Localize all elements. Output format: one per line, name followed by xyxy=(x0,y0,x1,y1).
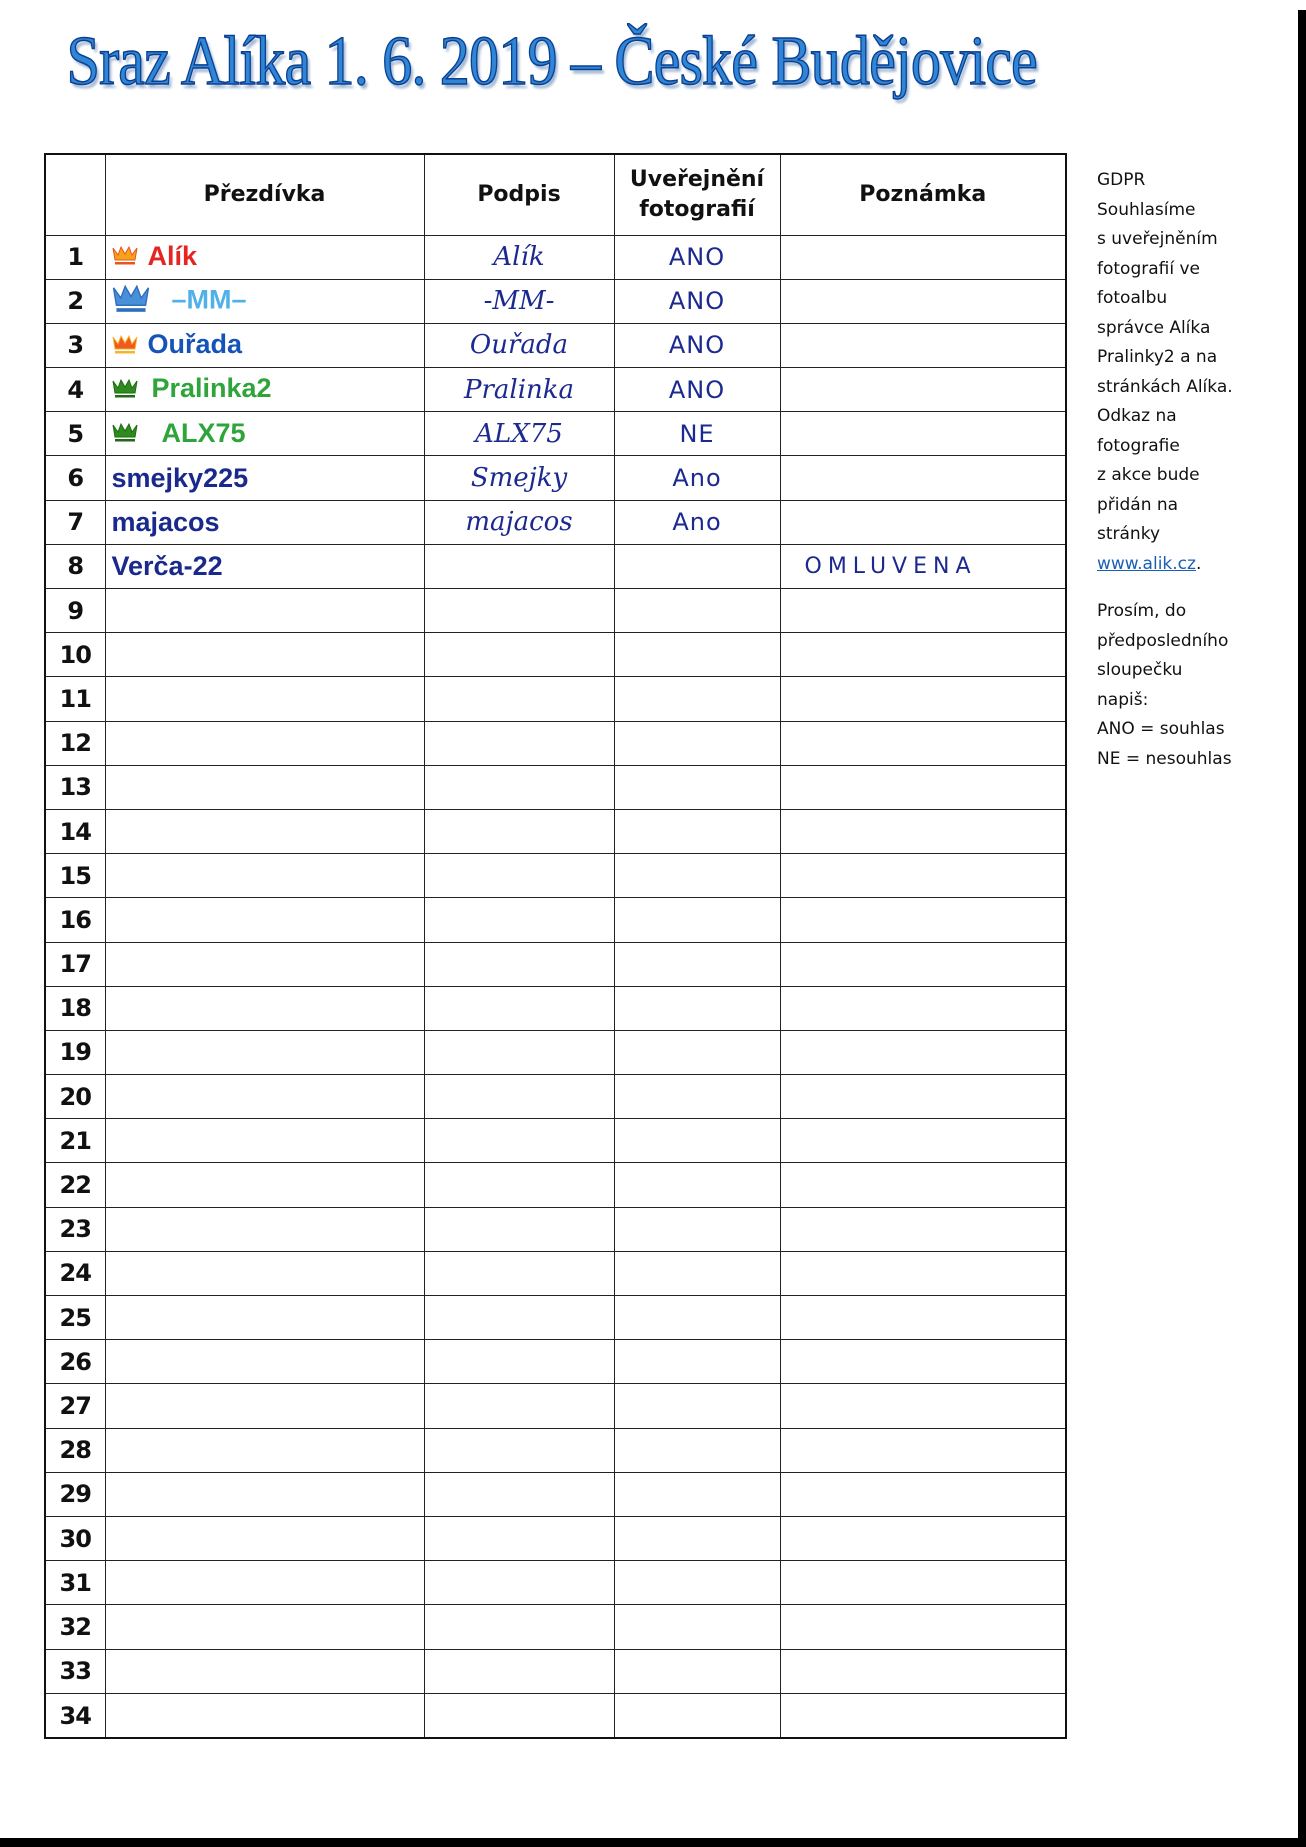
signature-cell[interactable] xyxy=(424,1030,614,1074)
nickname-cell[interactable] xyxy=(105,633,424,677)
link-suffix: . xyxy=(1195,553,1202,574)
nickname-text: Alík xyxy=(147,240,198,271)
table-row xyxy=(46,279,1065,323)
spacer xyxy=(1097,579,1292,597)
note-cell[interactable] xyxy=(780,589,1065,633)
photo-consent-cell[interactable] xyxy=(614,1561,780,1605)
note-cell[interactable] xyxy=(780,500,1065,544)
photo-consent-cell[interactable] xyxy=(614,1207,780,1251)
attendance-sheet xyxy=(44,153,1067,1739)
photo-consent-cell[interactable] xyxy=(614,1030,780,1074)
signature-cell[interactable] xyxy=(424,986,614,1030)
table-row xyxy=(46,986,1065,1030)
table-body xyxy=(46,235,1065,1737)
nickname-cell[interactable] xyxy=(105,235,424,279)
photo-consent-cell[interactable] xyxy=(614,1516,780,1560)
table-row xyxy=(46,677,1065,721)
row-number: 7 xyxy=(46,500,105,544)
note-cell[interactable] xyxy=(780,809,1065,853)
instructions-text xyxy=(1097,597,1292,774)
photo-consent-cell[interactable] xyxy=(614,677,780,721)
nickname-cell[interactable] xyxy=(105,368,424,412)
alik-link[interactable]: www.alik.cz xyxy=(1097,553,1196,574)
photo-consent-cell[interactable]: ANO xyxy=(614,368,780,412)
table-row xyxy=(46,456,1065,500)
row-number: 27 xyxy=(46,1384,105,1428)
gdpr-line: přidán na xyxy=(1097,494,1179,515)
nickname-cell[interactable] xyxy=(105,1030,424,1074)
crown-icon xyxy=(112,282,150,321)
signature-cell[interactable]: -MM- xyxy=(424,279,614,323)
table-row xyxy=(46,1516,1065,1560)
note-cell[interactable] xyxy=(780,1075,1065,1119)
instruction-line: předposledního xyxy=(1097,630,1229,651)
signature-cell[interactable] xyxy=(424,1296,614,1340)
note-cell[interactable] xyxy=(780,1340,1065,1384)
nickname-cell[interactable] xyxy=(105,942,424,986)
row-number: 21 xyxy=(46,1119,105,1163)
table-row xyxy=(46,1561,1065,1605)
gdpr-line: GDPR xyxy=(1097,170,1146,190)
signature-cell[interactable]: Ouřada xyxy=(424,323,614,367)
nickname-cell[interactable] xyxy=(105,412,424,456)
note-cell[interactable]: OMLUVENA xyxy=(780,544,1065,588)
note-cell[interactable] xyxy=(780,898,1065,942)
nickname-text: ALX75 xyxy=(161,417,246,448)
signature-cell[interactable] xyxy=(424,765,614,809)
signature-cell[interactable] xyxy=(424,1693,614,1737)
signature-cell[interactable]: majacos xyxy=(424,500,614,544)
row-number: 28 xyxy=(46,1428,105,1472)
note-cell[interactable] xyxy=(780,1516,1065,1560)
nickname-text: Pralinka2 xyxy=(151,373,272,404)
nickname-cell[interactable] xyxy=(105,854,424,898)
row-number: 12 xyxy=(46,721,105,765)
nickname-cell[interactable] xyxy=(105,500,424,544)
attendance-table xyxy=(46,155,1065,1737)
nickname-cell[interactable] xyxy=(105,1428,424,1472)
gdpr-link-line xyxy=(1097,550,1292,580)
note-cell[interactable] xyxy=(780,1472,1065,1516)
nickname-cell[interactable] xyxy=(105,1163,424,1207)
signature-cell[interactable] xyxy=(424,1561,614,1605)
instruction-line: NE = nesouhlas xyxy=(1097,748,1232,769)
nickname-cell[interactable] xyxy=(105,279,424,323)
crown-icon xyxy=(112,331,138,362)
signature-cell[interactable] xyxy=(424,1516,614,1560)
table-row xyxy=(46,368,1065,412)
table-row xyxy=(46,1030,1065,1074)
signature-cell[interactable] xyxy=(424,1472,614,1516)
signature-cell[interactable] xyxy=(424,1649,614,1693)
note-cell[interactable] xyxy=(780,368,1065,412)
header-note: Poznámka xyxy=(780,155,1065,235)
signature-cell[interactable] xyxy=(424,1605,614,1649)
table-row xyxy=(46,544,1065,588)
photo-consent-cell[interactable] xyxy=(614,1472,780,1516)
note-cell[interactable] xyxy=(780,1163,1065,1207)
row-number: 30 xyxy=(46,1516,105,1560)
header-photo-consent-line1: Uveřejnění xyxy=(629,166,765,192)
photo-consent-cell[interactable]: Ano xyxy=(614,500,780,544)
signature-cell[interactable] xyxy=(424,721,614,765)
note-cell[interactable] xyxy=(780,1119,1065,1163)
table-row xyxy=(46,633,1065,677)
note-cell[interactable] xyxy=(780,1384,1065,1428)
note-cell[interactable] xyxy=(780,633,1065,677)
crown-icon xyxy=(112,419,138,450)
nickname-text: Verča-22 xyxy=(111,550,223,581)
photo-consent-cell[interactable] xyxy=(614,721,780,765)
note-cell[interactable] xyxy=(780,1561,1065,1605)
gdpr-sidebar xyxy=(1097,166,1292,774)
header-photo-consent xyxy=(614,155,780,235)
signature-cell[interactable] xyxy=(424,1075,614,1119)
row-number: 8 xyxy=(46,544,105,588)
table-row xyxy=(46,1251,1065,1295)
nickname-cell[interactable] xyxy=(105,1384,424,1428)
nickname-cell[interactable] xyxy=(105,456,424,500)
instruction-line: ANO = souhlas xyxy=(1097,719,1225,739)
signature-cell[interactable] xyxy=(424,633,614,677)
note-cell[interactable] xyxy=(780,235,1065,279)
crown-icon xyxy=(112,375,138,406)
row-number: 14 xyxy=(46,809,105,853)
gdpr-line: fotografie xyxy=(1097,435,1180,456)
note-cell[interactable] xyxy=(780,721,1065,765)
row-number: 16 xyxy=(46,898,105,942)
nickname-cell[interactable] xyxy=(105,986,424,1030)
table-row xyxy=(46,1605,1065,1649)
row-number: 34 xyxy=(46,1693,105,1737)
nickname-cell[interactable] xyxy=(105,1075,424,1119)
nickname-cell[interactable] xyxy=(105,1340,424,1384)
row-number: 15 xyxy=(46,854,105,898)
row-number: 10 xyxy=(46,633,105,677)
photo-consent-cell[interactable] xyxy=(614,986,780,1030)
row-number: 13 xyxy=(46,765,105,809)
gdpr-line: fotoalbu xyxy=(1097,288,1168,308)
table-row xyxy=(46,1340,1065,1384)
gdpr-line: z akce bude xyxy=(1097,465,1200,485)
nickname-cell[interactable] xyxy=(105,544,424,588)
note-cell[interactable] xyxy=(780,1251,1065,1295)
signature-cell[interactable] xyxy=(424,1340,614,1384)
photo-consent-cell[interactable]: Ano xyxy=(614,456,780,500)
scan-edge-bottom xyxy=(0,1838,1306,1847)
note-cell[interactable] xyxy=(780,854,1065,898)
note-cell[interactable] xyxy=(780,942,1065,986)
header-nickname: Přezdívka xyxy=(105,155,424,235)
nickname-cell[interactable] xyxy=(105,809,424,853)
table-row xyxy=(46,1472,1065,1516)
note-cell[interactable] xyxy=(780,1207,1065,1251)
nickname-cell[interactable] xyxy=(105,765,424,809)
signature-cell[interactable]: ALX75 xyxy=(424,412,614,456)
row-number: 17 xyxy=(46,942,105,986)
note-cell[interactable] xyxy=(780,986,1065,1030)
row-number: 31 xyxy=(46,1561,105,1605)
gdpr-text xyxy=(1097,166,1292,550)
photo-consent-cell[interactable] xyxy=(614,809,780,853)
photo-consent-cell[interactable] xyxy=(614,1119,780,1163)
gdpr-line: správce Alíka xyxy=(1097,317,1211,338)
row-number: 25 xyxy=(46,1296,105,1340)
signature-cell[interactable] xyxy=(424,544,614,588)
table-row xyxy=(46,854,1065,898)
row-number: 20 xyxy=(46,1075,105,1119)
table-row xyxy=(46,898,1065,942)
instruction-line: sloupečku xyxy=(1097,660,1183,680)
signature-cell[interactable] xyxy=(424,1251,614,1295)
table-row xyxy=(46,1428,1065,1472)
row-number: 11 xyxy=(46,677,105,721)
photo-consent-cell[interactable] xyxy=(614,898,780,942)
photo-consent-cell[interactable] xyxy=(614,1163,780,1207)
photo-consent-cell[interactable] xyxy=(614,1075,780,1119)
photo-consent-cell[interactable] xyxy=(614,633,780,677)
note-cell[interactable] xyxy=(780,677,1065,721)
note-cell[interactable] xyxy=(780,1693,1065,1737)
table-row xyxy=(46,809,1065,853)
nickname-text: majacos xyxy=(111,506,220,537)
header-photo-consent-line2: fotografií xyxy=(639,196,755,222)
signature-cell[interactable] xyxy=(424,809,614,853)
nickname-cell[interactable] xyxy=(105,898,424,942)
photo-consent-cell[interactable] xyxy=(614,589,780,633)
row-number: 26 xyxy=(46,1340,105,1384)
table-row xyxy=(46,589,1065,633)
photo-consent-cell[interactable] xyxy=(614,1340,780,1384)
header-row xyxy=(46,155,1065,235)
note-cell[interactable] xyxy=(780,279,1065,323)
gdpr-line: Odkaz na xyxy=(1097,406,1177,426)
signature-cell[interactable] xyxy=(424,1428,614,1472)
row-number: 5 xyxy=(46,412,105,456)
signature-cell[interactable]: Pralinka xyxy=(424,368,614,412)
note-cell[interactable] xyxy=(780,1428,1065,1472)
table-row xyxy=(46,235,1065,279)
instruction-line: napiš: xyxy=(1097,689,1149,710)
nickname-cell[interactable] xyxy=(105,677,424,721)
row-number: 4 xyxy=(46,368,105,412)
photo-consent-cell[interactable]: ANO xyxy=(614,279,780,323)
nickname-cell[interactable] xyxy=(105,1516,424,1560)
photo-consent-cell[interactable] xyxy=(614,942,780,986)
table-row xyxy=(46,1296,1065,1340)
signature-cell[interactable] xyxy=(424,1384,614,1428)
header-signature: Podpis xyxy=(424,155,614,235)
note-cell[interactable] xyxy=(780,323,1065,367)
photo-consent-cell[interactable] xyxy=(614,1251,780,1295)
nickname-cell[interactable] xyxy=(105,1605,424,1649)
note-cell[interactable] xyxy=(780,1605,1065,1649)
nickname-cell[interactable] xyxy=(105,1251,424,1295)
row-number: 9 xyxy=(46,589,105,633)
gdpr-line: s uveřejněním xyxy=(1097,229,1218,249)
photo-consent-cell[interactable]: ANO xyxy=(614,235,780,279)
row-number: 23 xyxy=(46,1207,105,1251)
gdpr-line: Souhlasíme xyxy=(1097,199,1196,220)
row-number: 29 xyxy=(46,1472,105,1516)
row-number: 24 xyxy=(46,1251,105,1295)
signature-cell[interactable] xyxy=(424,1119,614,1163)
table-row xyxy=(46,765,1065,809)
table-row xyxy=(46,942,1065,986)
row-number: 3 xyxy=(46,323,105,367)
row-number: 32 xyxy=(46,1605,105,1649)
table-row xyxy=(46,1693,1065,1737)
photo-consent-cell[interactable] xyxy=(614,1649,780,1693)
photo-consent-cell[interactable] xyxy=(614,1428,780,1472)
note-cell[interactable] xyxy=(780,1649,1065,1693)
nickname-cell[interactable] xyxy=(105,1693,424,1737)
row-number: 2 xyxy=(46,279,105,323)
nickname-text: –MM– xyxy=(171,284,247,315)
nickname-cell[interactable] xyxy=(105,323,424,367)
photo-consent-cell[interactable] xyxy=(614,854,780,898)
nickname-text: smejky225 xyxy=(111,462,249,493)
gdpr-line: stránkách Alíka. xyxy=(1097,376,1233,397)
table-row xyxy=(46,1207,1065,1251)
table-row xyxy=(46,1384,1065,1428)
nickname-cell[interactable] xyxy=(105,589,424,633)
table-row xyxy=(46,1075,1065,1119)
signature-cell[interactable]: Alík xyxy=(424,235,614,279)
nickname-cell[interactable] xyxy=(105,1207,424,1251)
header-number xyxy=(46,155,105,235)
note-cell[interactable] xyxy=(780,1030,1065,1074)
row-number: 19 xyxy=(46,1030,105,1074)
nickname-cell[interactable] xyxy=(105,1649,424,1693)
row-number: 22 xyxy=(46,1163,105,1207)
table-row xyxy=(46,323,1065,367)
row-number: 1 xyxy=(46,235,105,279)
photo-consent-cell[interactable]: ANO xyxy=(614,323,780,367)
photo-consent-cell[interactable] xyxy=(614,544,780,588)
note-cell[interactable] xyxy=(780,456,1065,500)
row-number: 33 xyxy=(46,1649,105,1693)
photo-consent-cell[interactable] xyxy=(614,1693,780,1737)
page-title: Sraz Alíka 1. 6. 2019 – České Budějovice xyxy=(66,23,1037,100)
photo-consent-cell[interactable] xyxy=(614,1605,780,1649)
gdpr-line: stránky xyxy=(1097,524,1161,544)
table-row xyxy=(46,500,1065,544)
signature-cell[interactable] xyxy=(424,1207,614,1251)
note-cell[interactable] xyxy=(780,1296,1065,1340)
signature-cell[interactable] xyxy=(424,589,614,633)
photo-consent-cell[interactable]: NE xyxy=(614,412,780,456)
table-row xyxy=(46,1649,1065,1693)
signature-cell[interactable] xyxy=(424,898,614,942)
nickname-cell[interactable] xyxy=(105,1561,424,1605)
signature-cell[interactable] xyxy=(424,677,614,721)
crown-icon xyxy=(112,242,138,273)
table-row xyxy=(46,412,1065,456)
gdpr-line: Pralinky2 a na xyxy=(1097,347,1218,367)
row-number: 6 xyxy=(46,456,105,500)
photo-consent-cell[interactable] xyxy=(614,1296,780,1340)
scan-edge-right xyxy=(1298,10,1306,1847)
nickname-text: Ouřada xyxy=(147,329,243,360)
signature-cell[interactable] xyxy=(424,1163,614,1207)
row-number: 18 xyxy=(46,986,105,1030)
instruction-line: Prosím, do xyxy=(1097,601,1187,621)
table-row xyxy=(46,721,1065,765)
nickname-cell[interactable] xyxy=(105,1119,424,1163)
table-row xyxy=(46,1119,1065,1163)
nickname-cell[interactable] xyxy=(105,1472,424,1516)
signature-cell[interactable]: Smejky xyxy=(424,456,614,500)
signature-cell[interactable] xyxy=(424,942,614,986)
table-row xyxy=(46,1163,1065,1207)
nickname-cell[interactable] xyxy=(105,1296,424,1340)
signature-cell[interactable] xyxy=(424,854,614,898)
gdpr-line: fotografií ve xyxy=(1097,258,1201,279)
nickname-cell[interactable] xyxy=(105,721,424,765)
note-cell[interactable] xyxy=(780,412,1065,456)
photo-consent-cell[interactable] xyxy=(614,1384,780,1428)
note-cell[interactable] xyxy=(780,765,1065,809)
photo-consent-cell[interactable] xyxy=(614,765,780,809)
